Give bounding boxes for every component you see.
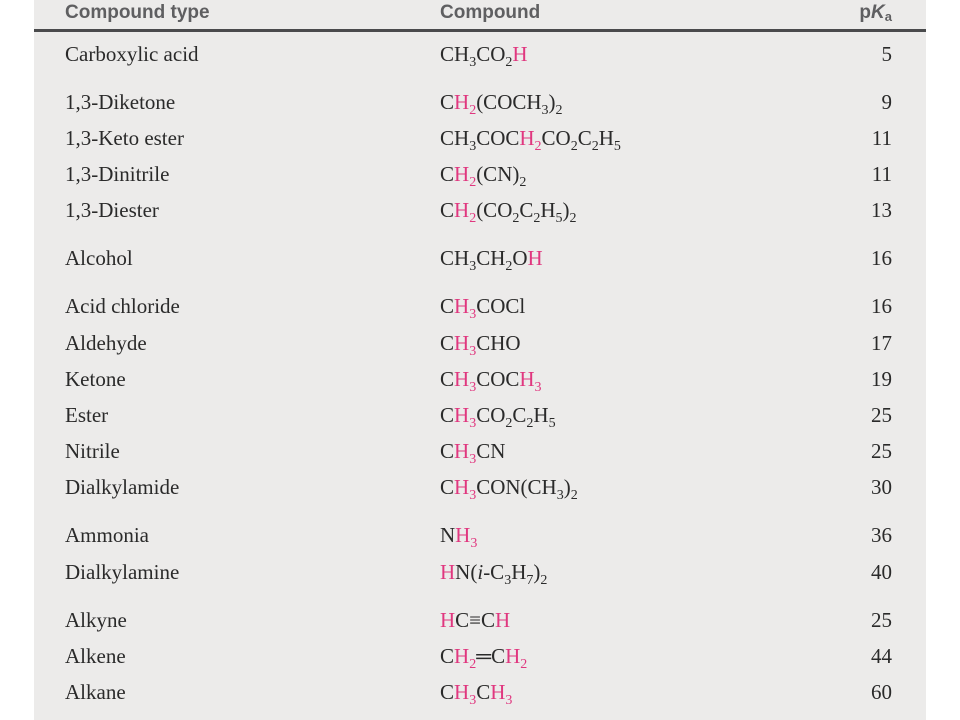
formula-part: 2: [555, 103, 563, 118]
acidic-hydrogen: H: [454, 162, 470, 186]
acidic-hydrogen: 3: [469, 416, 477, 431]
pka-value-cell: 44: [871, 644, 892, 668]
formula-part: CH: [440, 246, 470, 270]
acidic-hydrogen: 2: [534, 139, 542, 154]
formula-part: 3: [504, 573, 512, 588]
formula-part: C: [440, 198, 455, 222]
compound-formula-cell: [440, 400, 556, 430]
acidic-hydrogen: H: [440, 608, 456, 632]
formula-part: N: [440, 523, 456, 547]
compound-formula-cell: [440, 87, 563, 117]
formula-part: 2: [569, 211, 577, 226]
formula-part: 2: [505, 416, 513, 431]
formula-part: C: [440, 331, 455, 355]
header-pka-sub: a: [884, 9, 892, 24]
formula-part: (CN): [476, 162, 520, 186]
acidic-hydrogen: H: [519, 126, 535, 150]
compound-formula-cell: [440, 243, 543, 273]
formula-part: CO: [541, 126, 571, 150]
acidic-hydrogen: 3: [469, 693, 477, 708]
header-pka-p: p: [859, 2, 872, 23]
acidic-hydrogen: 3: [470, 536, 478, 551]
pka-value-cell: 16: [871, 246, 892, 270]
compound-formula-cell: [440, 364, 542, 394]
acidic-hydrogen: 2: [469, 657, 477, 672]
pka-value-cell: 60: [871, 680, 892, 704]
acidic-hydrogen: H: [454, 439, 470, 463]
compound-type-cell: Nitrile: [65, 439, 120, 463]
acidic-hydrogen: 3: [534, 380, 542, 395]
formula-part: ): [533, 560, 541, 584]
header-pka-k: K: [871, 2, 885, 23]
formula-part: O: [512, 246, 528, 270]
formula-part: N(: [455, 560, 478, 584]
pka-value-cell: 19: [871, 367, 892, 391]
pka-table: [34, 0, 926, 720]
acidic-hydrogen: H: [490, 680, 506, 704]
acidic-hydrogen: 3: [469, 380, 477, 395]
compound-formula-cell: [440, 39, 528, 69]
pka-value-cell: 13: [871, 198, 892, 222]
compound-type-cell: Dialkylamine: [65, 560, 180, 584]
acidic-hydrogen: H: [495, 608, 511, 632]
formula-part: C: [440, 680, 455, 704]
formula-part: 2: [505, 259, 513, 274]
formula-part: COCl: [476, 294, 526, 318]
acidic-hydrogen: H: [454, 331, 470, 355]
acidic-hydrogen: 3: [469, 452, 477, 467]
compound-type-cell: 1,3-Diester: [65, 198, 159, 222]
formula-part: COC: [476, 367, 520, 391]
formula-part: C: [512, 403, 527, 427]
formula-part: C: [440, 403, 455, 427]
compound-formula-cell: [440, 291, 525, 321]
formula-part: COC: [476, 126, 520, 150]
formula-part: CON(CH: [476, 475, 557, 499]
compound-type-cell: Alcohol: [65, 246, 133, 270]
formula-part: 3: [469, 139, 477, 154]
acidic-hydrogen: H: [527, 246, 543, 270]
acidic-hydrogen: H: [512, 42, 528, 66]
acidic-hydrogen: H: [454, 680, 470, 704]
formula-part: H: [540, 198, 556, 222]
pka-value-cell: 40: [871, 560, 892, 584]
header-pka: [859, 0, 892, 30]
compound-type-cell: Ammonia: [65, 523, 149, 547]
formula-part: 3: [541, 103, 549, 118]
compound-type-cell: 1,3-Keto ester: [65, 126, 184, 150]
formula-part: 2: [519, 175, 527, 190]
compound-formula-cell: [440, 123, 621, 153]
header-compound: Compound: [440, 2, 541, 23]
formula-part: CH: [476, 246, 506, 270]
formula-part: (COCH: [476, 90, 542, 114]
acidic-hydrogen: H: [454, 90, 470, 114]
acidic-hydrogen: 3: [505, 693, 513, 708]
acidic-hydrogen: 2: [469, 211, 477, 226]
header-rule: [34, 29, 926, 32]
formula-part: C: [440, 90, 455, 114]
acidic-hydrogen: H: [519, 367, 535, 391]
pka-value-cell: 5: [881, 42, 892, 66]
compound-formula-cell: [440, 605, 510, 635]
pka-value-cell: 17: [871, 331, 892, 355]
formula-part: C≡C: [455, 608, 496, 632]
compound-type-cell: Alkyne: [65, 608, 127, 632]
formula-part: i: [477, 560, 484, 584]
compound-formula-cell: [440, 520, 477, 550]
acidic-hydrogen: H: [454, 198, 470, 222]
formula-part: 2: [570, 488, 578, 503]
compound-formula-cell: [440, 159, 526, 189]
formula-part: CH: [440, 42, 470, 66]
formula-part: ): [548, 90, 556, 114]
acidic-hydrogen: H: [455, 523, 471, 547]
formula-part: 3: [469, 259, 477, 274]
header-compound-type: Compound type: [65, 2, 210, 23]
formula-part: 7: [526, 573, 534, 588]
compound-formula-cell: [440, 641, 527, 671]
formula-part: C: [440, 162, 455, 186]
compound-formula-cell: [440, 436, 505, 466]
formula-part: CO: [476, 42, 506, 66]
formula-part: C: [476, 680, 491, 704]
pka-value-cell: 11: [871, 126, 892, 150]
formula-part: 5: [613, 139, 621, 154]
compound-formula-cell: [440, 557, 547, 587]
formula-part: 3: [469, 55, 477, 70]
compound-formula-cell: [440, 195, 577, 225]
compound-type-cell: Aldehyde: [65, 331, 147, 355]
acidic-hydrogen: H: [505, 644, 521, 668]
compound-type-cell: Alkene: [65, 644, 126, 668]
formula-part: H: [533, 403, 549, 427]
formula-part: ═C: [476, 644, 506, 668]
formula-part: 2: [512, 211, 520, 226]
formula-part: 5: [555, 211, 563, 226]
formula-part: ): [562, 198, 570, 222]
formula-part: 2: [591, 139, 599, 154]
formula-part: 2: [526, 416, 534, 431]
acidic-hydrogen: H: [454, 403, 470, 427]
compound-formula-cell: [440, 472, 578, 502]
formula-part: C: [440, 294, 455, 318]
formula-part: 2: [540, 573, 548, 588]
compound-type-cell: Ester: [65, 403, 109, 427]
formula-part: CH: [440, 126, 470, 150]
acidic-hydrogen: H: [454, 294, 470, 318]
compound-formula-cell: [440, 677, 512, 707]
formula-part: C: [440, 367, 455, 391]
pka-value-cell: 25: [871, 439, 892, 463]
acidic-hydrogen: 3: [469, 307, 477, 322]
formula-part: H: [511, 560, 527, 584]
pka-value-cell: 36: [871, 523, 892, 547]
acidic-hydrogen: H: [454, 367, 470, 391]
formula-part: 2: [570, 139, 578, 154]
formula-part: CHO: [476, 331, 521, 355]
formula-part: 2: [533, 211, 541, 226]
formula-part: 5: [548, 416, 556, 431]
formula-part: CO: [476, 403, 506, 427]
acidic-hydrogen: 2: [469, 103, 477, 118]
acidic-hydrogen: H: [454, 475, 470, 499]
compound-type-cell: Alkane: [65, 680, 126, 704]
formula-part: C: [440, 475, 455, 499]
formula-part: (CO: [476, 198, 513, 222]
acidic-hydrogen: 3: [469, 488, 477, 503]
pka-value-cell: 11: [871, 162, 892, 186]
formula-part: -C: [483, 560, 505, 584]
compound-type-cell: Dialkylamide: [65, 475, 180, 499]
pka-value-cell: 25: [871, 403, 892, 427]
formula-part: C: [440, 644, 455, 668]
pka-value-cell: 30: [871, 475, 892, 499]
formula-part: 3: [556, 488, 564, 503]
pka-value-cell: 16: [871, 294, 892, 318]
pka-value-cell: 9: [881, 90, 892, 114]
formula-part: ): [563, 475, 571, 499]
formula-part: CN: [476, 439, 506, 463]
acidic-hydrogen: H: [440, 560, 456, 584]
acidic-hydrogen: H: [454, 644, 470, 668]
compound-type-cell: Acid chloride: [65, 294, 180, 318]
acidic-hydrogen: 2: [520, 657, 528, 672]
compound-formula-cell: [440, 328, 521, 358]
formula-part: C: [519, 198, 534, 222]
compound-type-cell: Carboxylic acid: [65, 42, 199, 66]
formula-part: H: [598, 126, 614, 150]
acidic-hydrogen: 3: [469, 344, 477, 359]
compound-type-cell: 1,3-Diketone: [65, 90, 176, 114]
formula-part: 2: [505, 55, 513, 70]
pka-value-cell: 25: [871, 608, 892, 632]
compound-type-cell: 1,3-Dinitrile: [65, 162, 170, 186]
compound-type-cell: Ketone: [65, 367, 126, 391]
formula-part: C: [577, 126, 592, 150]
formula-part: C: [440, 439, 455, 463]
acidic-hydrogen: 2: [469, 175, 477, 190]
